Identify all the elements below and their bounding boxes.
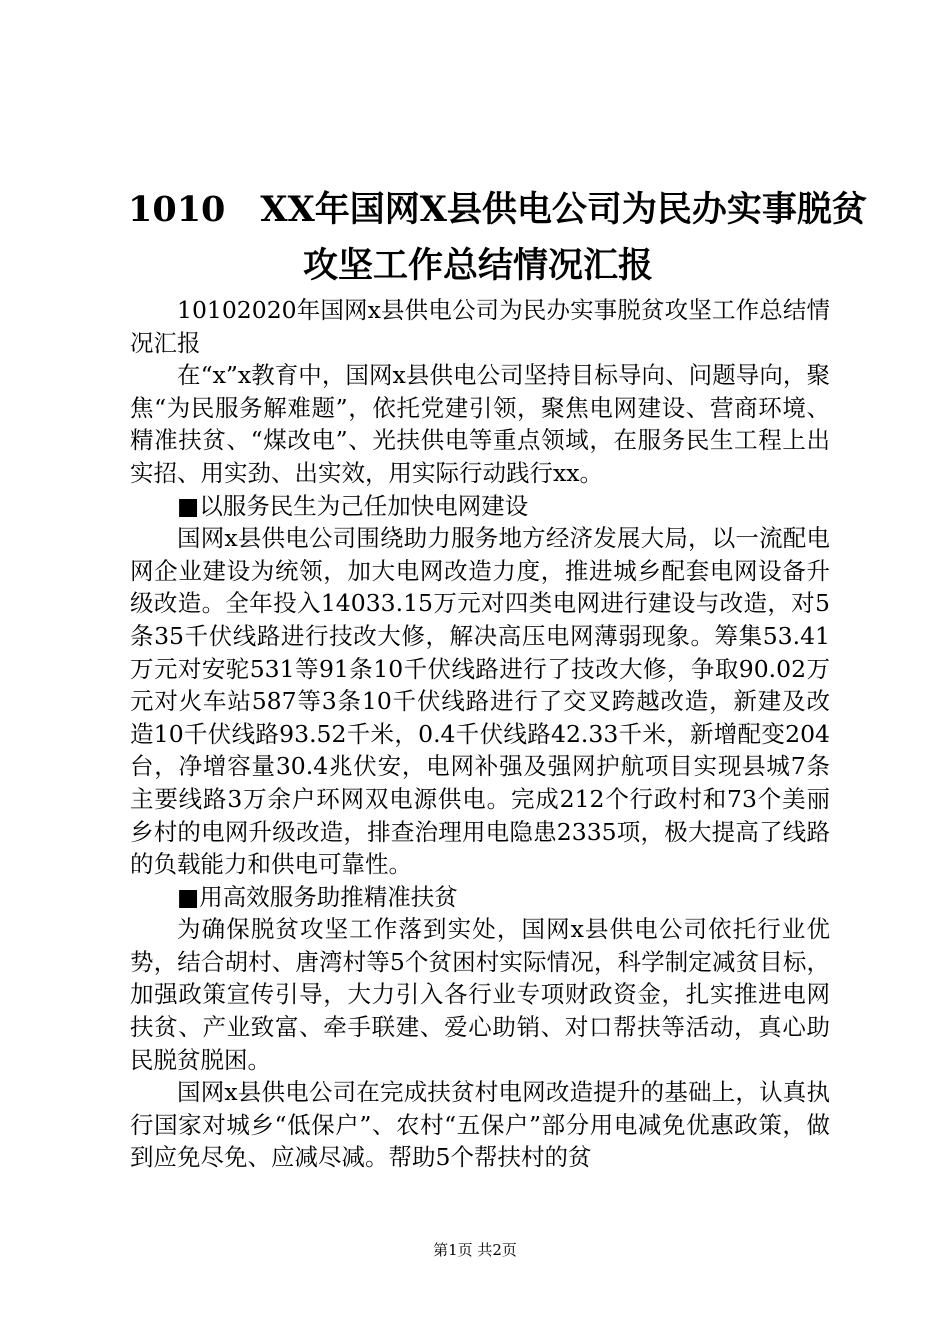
paragraph-intro: 在“x”x教育中，国网x县供电公司坚持目标导向、问题导向，聚焦“为民服务解难题”，依托党建引领，聚焦电网建设、营商环境、精准扶贫、“煤改电”、光扶供电等重点领域，在服务民生工程上出实招、用实劲、出实效，用实际行动践行xx。 bbox=[130, 361, 830, 487]
section-heading-grid-construction: ■以服务民生为己任加快电网建设 bbox=[177, 491, 529, 520]
document-title-line-1: 1010 XX年国网X县供电公司为民办实事脱贫 bbox=[128, 189, 867, 230]
paragraph-heading-repeat: 10102020年国网x县供电公司为民办实事脱贫攻坚工作总结情况汇报 bbox=[130, 296, 830, 357]
document-body bbox=[130, 294, 830, 1174]
paragraph-poverty-alleviation: 为确保脱贫攻坚工作落到实处，国网x县供电公司依托行业优势，结合胡村、唐湾村等5个贫困村实际情况，科学制定减贫目标，加强政策宣传引导，大力引入各行业专项财政资金，扎实推进电网扶贫、产业致富、牵手联建、爱心助销、对口帮扶等活动，真心助民脱贫脱困。 bbox=[130, 915, 830, 1074]
paragraph-subsidy-policy: 国网x县供电公司在完成扶贫村电网改造提升的基础上，认真执行国家对城乡“低保户”、农村“五保户”部分用电减免优惠政策，做到应免尽免、应减尽减。帮助5个帮扶村的贫 bbox=[130, 1078, 830, 1172]
page-footer: 第1页 共2页 bbox=[433, 1241, 517, 1259]
document-title-line-2: 攻坚工作总结情况汇报 bbox=[302, 245, 653, 286]
paragraph-grid-construction: 国网x县供电公司围绕助力服务地方经济发展大局，以一流配电网企业建设为统领，加大电网改造力度，推进城乡配套电网设备升级改造。全年投入14033.15万元对四类电网进行建设与改造，对5条35千伏线路进行技改大修，解决高压电网薄弱现象。筹集53.41万元对安驼531等91条10千伏线路进行了技改大修，争取90.02万元对火车站587等3条10千伏线路进行了交叉跨越改造，新建及改造10千伏线路93.52千米，0.4千伏线路42.33千米，新增配变204台，净增容量30.4兆伏安，电网补强及强网护航项目实现县城7条主要线路3万余户环网双电源供电。完成212个行政村和73个美丽乡村的电网升级改造，排查治理用电隐患2335项，极大提高了线路的负载能力和供电可靠性。 bbox=[130, 524, 830, 879]
section-heading-poverty-alleviation: ■用高效服务助推精准扶贫 bbox=[177, 882, 458, 911]
